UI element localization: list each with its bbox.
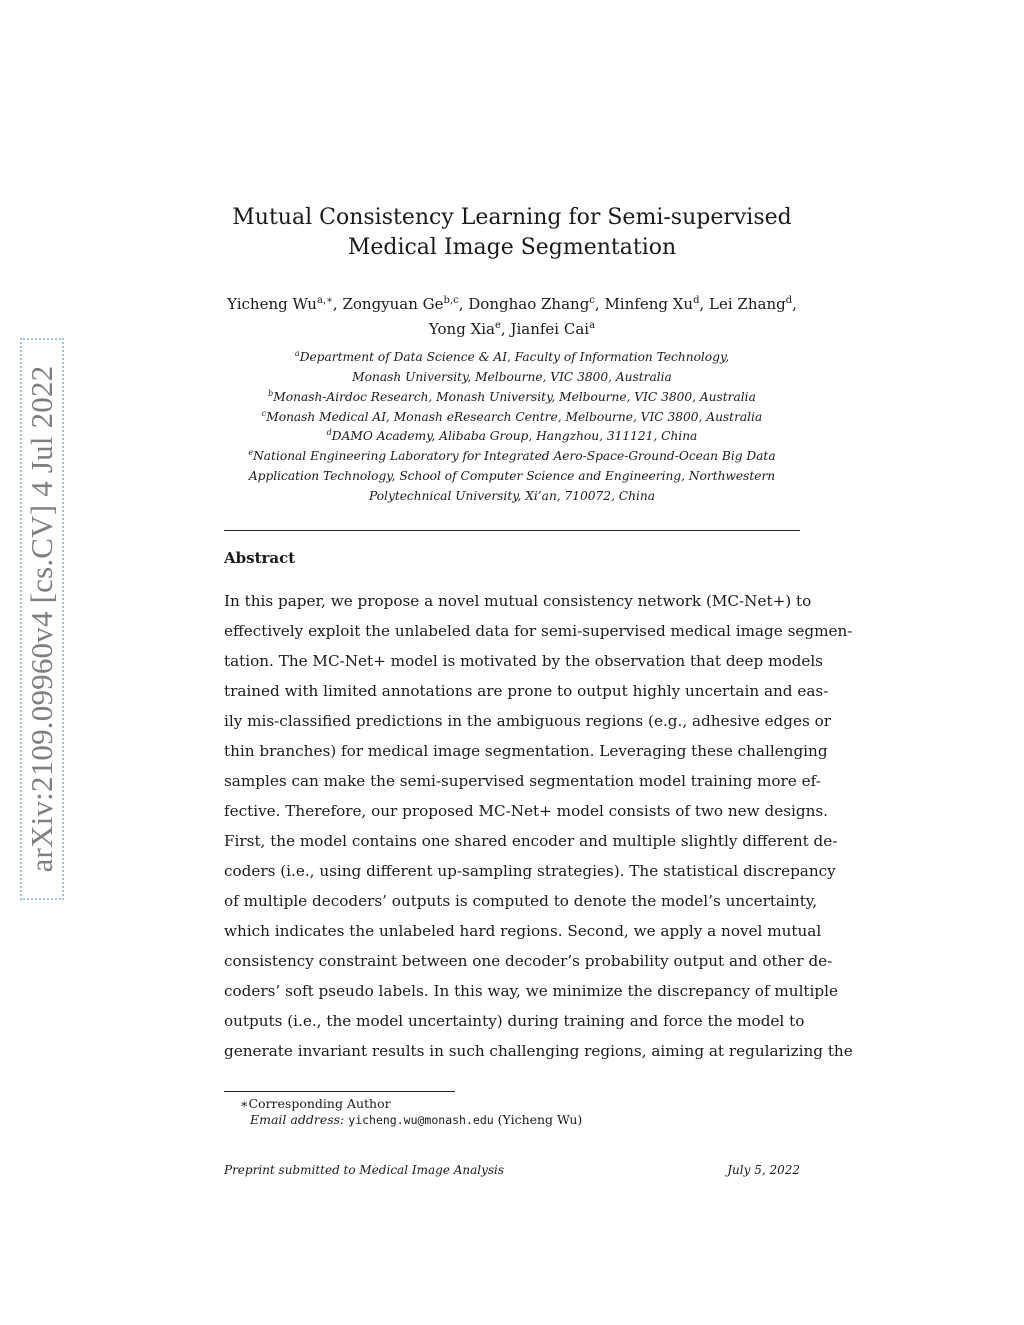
author: Lei Zhang$^d$ <box>709 295 793 313</box>
abstract-line: outputs (i.e., the model uncertainty) during training and force the model to <box>224 1012 805 1030</box>
abstract-line: fective. Therefore, our proposed MC-Net+ model consists of two new designs. <box>224 802 828 820</box>
abstract-line: consistency constraint between one decoder’s probability output and other de- <box>224 952 833 970</box>
abstract-line: generate invariant results in such challenging regions, aiming at regularizing the <box>224 1042 853 1060</box>
abstract-line: ily mis-classified predictions in the ambiguous regions (e.g., adhesive edges or <box>224 712 832 730</box>
abstract-line: trained with limited annotations are prone to output highly uncertain and eas- <box>224 682 829 700</box>
title-line-2: Medical Image Segmentation <box>347 235 677 260</box>
footer-date: July 5, 2022 <box>727 1163 800 1177</box>
abstract-line: tation. The MC-Net+ model is motivated by the observation that deep models <box>224 652 823 670</box>
footer-preprint: Preprint submitted to Medical Image Analysis <box>224 1163 505 1177</box>
affiliations <box>200 346 824 505</box>
email-owner: (Yicheng Wu) <box>497 1112 583 1127</box>
abstract-line: coders (i.e., using different up-sampling strategies). The statistical discrepancy <box>224 862 836 880</box>
abstract-line: which indicates the unlabeled hard regions. Second, we apply a novel mutual <box>224 922 822 940</box>
author: Donghao Zhang$^c$ <box>468 295 595 313</box>
abstract-line: effectively exploit the unlabeled data for semi-supervised medical image segmen- <box>224 622 853 640</box>
email-label: Email address: <box>250 1112 345 1127</box>
author-list: Yicheng $Wu^{a,∗}$, Zongyuan Ge$^{b,c}$, Donghao Zhang$^c$, Minfeng Xu$^d$, Lei Zhang$^d$, Yong Xia$^e$, Jianfei Cai$^a$ <box>227 295 797 338</box>
abstract-line: First, the model contains one shared encoder and multiple slightly different de- <box>224 832 838 850</box>
affiliation-line: $^a$Department of Data Science & AI, Faculty of Information Technology, <box>294 349 730 365</box>
affiliation-line: $^c$Monash Medical AI, Monash eResearch Centre, Melbourne, VIC 3800, Australia <box>261 408 763 424</box>
affiliation-line: $^d$DAMO Academy, Alibaba Group, Hangzhou, 311121, China <box>326 428 698 444</box>
title-line-1: Mutual Consistency Learning for Semi-supervised <box>232 205 792 230</box>
author: Zongyuan Ge$^{b,c}$ <box>342 295 459 313</box>
abstract-line: thin branches) for medical image segmentation. Leveraging these challenging <box>224 742 828 760</box>
affiliation-line: $^e$National Engineering Laboratory for Integrated Aero-Space-Ground-Ocean Big Data <box>248 448 776 464</box>
abstract-line: of multiple decoders’ outputs is computed to denote the model’s uncertainty, <box>224 892 818 910</box>
abstract-body <box>224 586 853 1066</box>
affiliation-line: Application Technology, School of Computer Science and Engineering, Northwestern <box>248 469 776 484</box>
affiliation-line: Monash University, Melbourne, VIC 3800, Australia <box>352 369 672 384</box>
email-address[interactable]: yicheng.wu@monash.edu <box>348 1113 494 1127</box>
paper-title <box>200 203 824 263</box>
footnote-corresponding: ∗Corresponding Author <box>240 1096 391 1111</box>
abstract-line: coders’ soft pseudo labels. In this way, we minimize the discrepancy of multiple <box>224 982 838 1000</box>
author: Jianfei Cai$^a$ <box>510 320 596 338</box>
abstract-line: samples can make the semi-supervised segmentation model training more ef- <box>224 772 821 790</box>
footnote-email <box>250 1112 582 1128</box>
footnote-rule <box>224 1091 455 1092</box>
affiliation-line: $^b$Monash-Airdoc Research, Monash University, Melbourne, VIC 3800, Australia <box>268 388 756 404</box>
abstract-heading: Abstract <box>224 549 296 567</box>
abstract-rule <box>224 530 800 531</box>
author: Minfeng Xu$^d$ <box>604 295 700 313</box>
author: Yicheng $Wu^{a,∗}$ <box>227 295 333 313</box>
affiliation-line: Polytechnical University, Xi’an, 710072, China <box>369 489 655 504</box>
arxiv-stamp: arXiv:2109.09960v4 [cs.CV] 4 Jul 2022 <box>24 365 59 873</box>
author: Yong Xia$^e$ <box>428 320 501 338</box>
abstract-line: In this paper, we propose a novel mutual consistency network (MC-Net+) to <box>224 592 812 610</box>
